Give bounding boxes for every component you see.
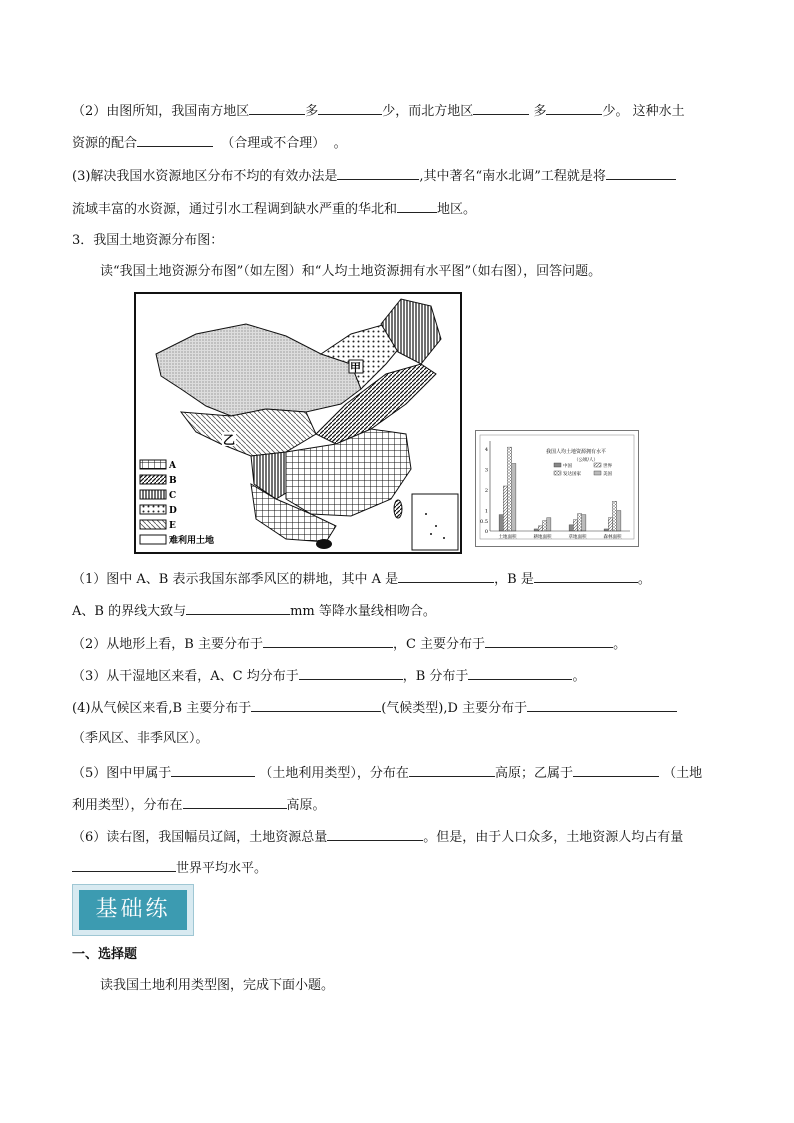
bar-0-3 (512, 464, 516, 532)
bar-1-2 (543, 521, 547, 531)
q6b-line2: 世界平均水平。 (72, 857, 267, 879)
label-yi: 乙 (223, 433, 236, 447)
bar-2-2 (578, 514, 582, 531)
bar-3-0 (604, 529, 608, 531)
q1-line1: （1）图中 A、B 表示我国东部季风区的耕地，其中 A 是 ，B 是 。 (72, 568, 651, 590)
land-resource-map (134, 292, 462, 554)
map-legend (140, 460, 214, 546)
q6b-line1: （6）读右图，我国幅员辽阔，土地资源总量 。但是，由于人口众多，土地资源人均占有量 (72, 826, 683, 848)
y-tick-label: 0.5 (480, 518, 488, 525)
q3-line1: (3)解决我国水资源地区分布不均的有效办法是 ,其中著名“南水北调”工程就是将 (72, 165, 676, 187)
legend-c: C (169, 491, 177, 501)
y-tick-label: 4 (484, 447, 488, 454)
legend-d: D (169, 506, 177, 516)
legend-label: 美国 (603, 472, 612, 477)
bar-1-0 (534, 529, 538, 531)
bar-3-1 (608, 518, 612, 531)
category-label: 草地面积 (568, 535, 587, 540)
legend-label: 世界 (603, 464, 612, 469)
blank[interactable] (398, 568, 494, 583)
legend-label: 发达国家 (563, 472, 581, 477)
category-label: 森林面积 (603, 535, 622, 540)
category-label: 耕地面积 (533, 535, 552, 540)
blank[interactable] (606, 165, 676, 180)
blank[interactable] (527, 697, 677, 712)
last-intro: 读我国土地利用类型图，完成下面小题。 (100, 978, 335, 993)
q2-line2: 资源的配合 （合理或不合理） 。 (72, 132, 347, 154)
map-svg (136, 294, 460, 552)
bar-2-0 (569, 525, 573, 531)
blank[interactable] (327, 826, 423, 841)
bar-3-3 (617, 511, 621, 531)
blank[interactable] (183, 794, 287, 809)
badge-text: 基础练 (79, 890, 187, 930)
blank[interactable] (299, 665, 403, 680)
category-label: 土地面积 (498, 535, 517, 540)
bar-3-2 (613, 501, 617, 531)
blank[interactable] (397, 198, 437, 213)
blank[interactable] (263, 633, 393, 648)
bar-2-1 (573, 520, 577, 531)
y-tick-label: 0 (484, 529, 488, 535)
q2-line1: （2）由图所知，我国南方地区 多 少，而北方地区 多 少。 这种水土 (72, 100, 685, 122)
legend-swatch (554, 471, 561, 475)
legend-swatch (554, 463, 561, 467)
blank[interactable] (72, 857, 176, 872)
legend-swatch (594, 463, 601, 467)
q2b-line: （2）从地形上看，B 主要分布于 ，C 主要分布于 。 (72, 633, 626, 655)
chart-title: 我国人均土地资源拥有水平 (545, 449, 607, 455)
q5b-line2: 利用类型），分布在 高原。 (72, 794, 326, 816)
legend-e: E (169, 521, 176, 531)
blank[interactable] (573, 762, 659, 777)
label-jia: 甲 (350, 361, 361, 374)
bar-0-2 (508, 447, 512, 531)
q5b-line1: （5）图中甲属于 （土地利用类型），分布在 高原；乙属于 （土地 (72, 762, 702, 784)
bar-0-0 (499, 515, 503, 531)
blank[interactable] (534, 568, 638, 583)
q1-line2: A、B 的界线大致与 mm 等降水量线相吻合。 (72, 600, 436, 622)
blank[interactable] (546, 100, 602, 115)
q3-line2: 流域丰富的水资源，通过引水工程调到缺水严重的华北和 地区。 (72, 198, 476, 220)
blank[interactable] (251, 697, 381, 712)
y-tick-label: 3 (484, 467, 488, 474)
q4b-line2: （季风区、非季风区）。 (72, 731, 209, 746)
blank[interactable] (171, 762, 255, 777)
bar-1-1 (538, 526, 542, 531)
legend-unused: 难利用土地 (169, 536, 215, 546)
blank[interactable] (137, 132, 213, 147)
chart-svg (476, 431, 638, 546)
blank[interactable] (485, 633, 613, 648)
q4b-line1: (4)从气候区来看,B 主要分布于 (气候类型),D 主要分布于 (72, 697, 677, 719)
section-one-heading: 一、选择题 (72, 947, 138, 962)
q3b-line: （3）从干湿地区来看，A、C 均分布于 ，B 分布于 。 (72, 665, 585, 687)
chart-subtitle: （公顷/人） (573, 458, 599, 463)
blank[interactable] (318, 100, 382, 115)
bar-2-3 (582, 515, 586, 531)
legend-b: B (169, 476, 177, 486)
legend-a: A (169, 461, 176, 471)
legend-swatch (594, 471, 601, 475)
blank[interactable] (468, 665, 572, 680)
blank[interactable] (409, 762, 495, 777)
y-tick-label: 1 (484, 508, 488, 515)
per-capita-land-chart (475, 430, 639, 547)
bar-1-3 (547, 518, 551, 531)
section-badge (72, 884, 194, 936)
y-tick-label: 2 (484, 488, 488, 495)
blank[interactable] (473, 100, 529, 115)
blank[interactable] (337, 165, 419, 180)
blank[interactable] (249, 100, 305, 115)
section3-intro: 读“我国土地资源分布图”（如左图）和“人均土地资源拥有水平图”（如右图），回答问题。 (100, 264, 602, 279)
bar-0-1 (503, 486, 507, 531)
legend-label: 中国 (563, 464, 572, 469)
section3-title: 3．我国土地资源分布图： (72, 233, 224, 248)
blank[interactable] (186, 600, 290, 615)
